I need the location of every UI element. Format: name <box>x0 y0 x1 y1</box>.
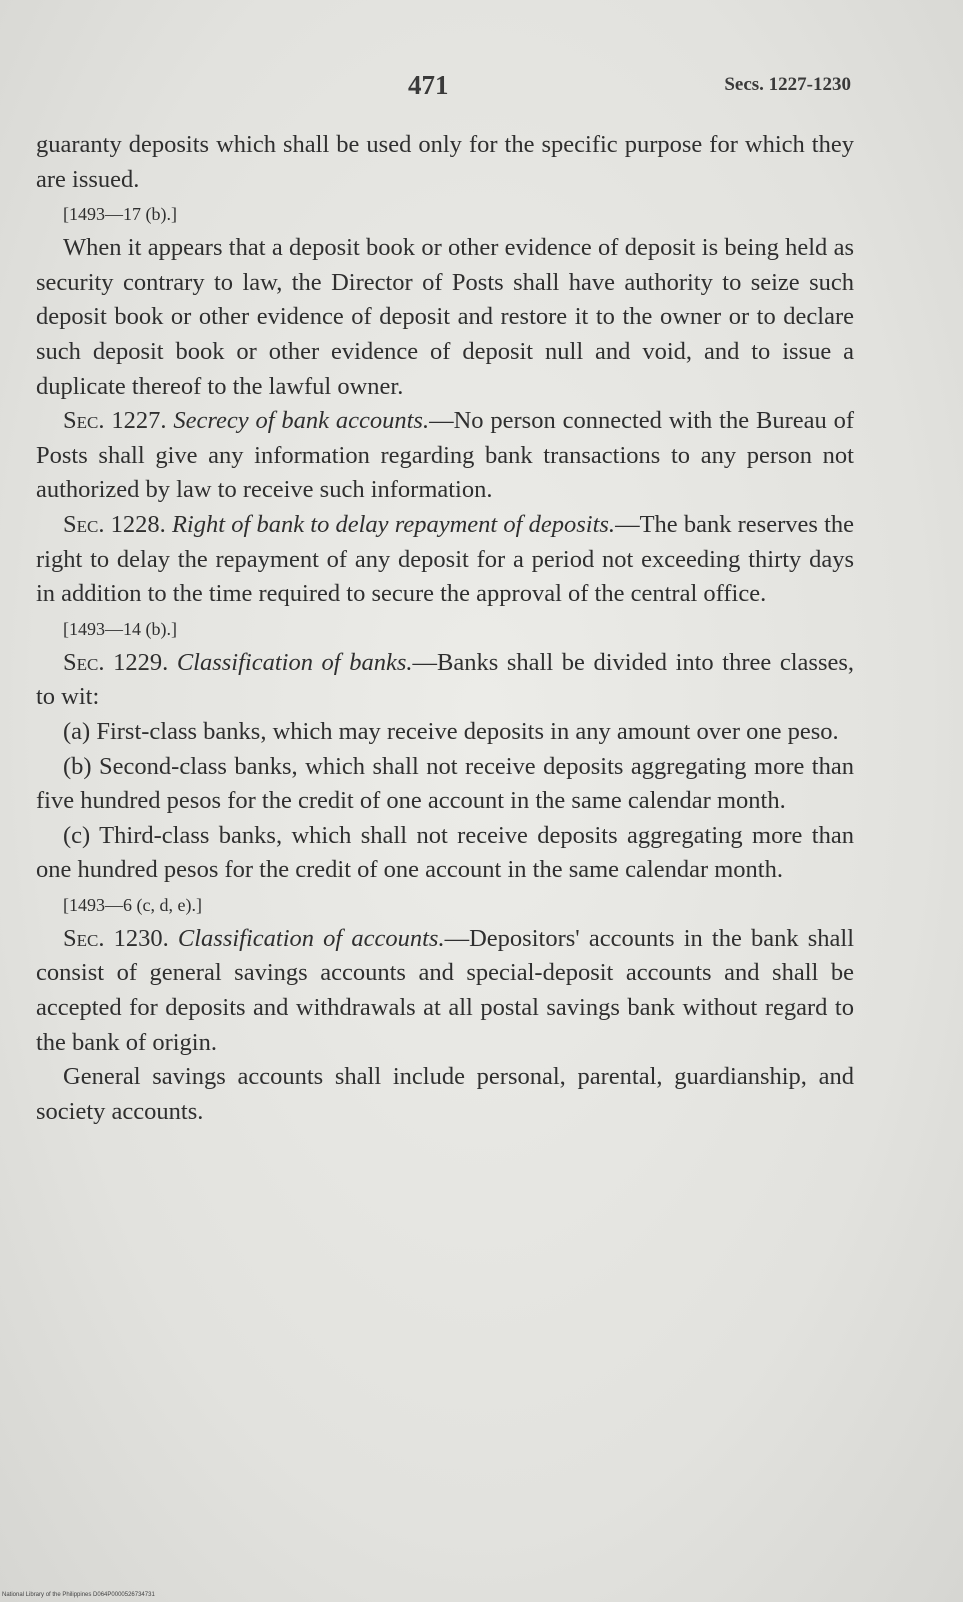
section-text: —No person connected with the Bureau of Posts shall give any information regarding bank transactions to any person not authorized by law to receive such information. <box>36 407 854 504</box>
section-text: —The bank reserves the right to delay the repayment of any deposit for a period not exceeding thirty days in addition to the time required to secure the approval of the central office. <box>36 510 854 608</box>
section-title: Classification of banks. <box>176 648 413 676</box>
scan-credit: National Library of the Philippines D064P0000526734731 <box>2 1592 155 1598</box>
section-title: Classification of accounts. <box>177 924 445 952</box>
section-label: Sec. 1230. <box>63 924 169 952</box>
section-label: Sec. 1227. <box>63 407 167 435</box>
section-text: —Banks shall be divided into three classes, to wit: <box>36 648 855 711</box>
clause-text: First-class banks, which may receive deposits in any amount over one peso. <box>90 717 839 745</box>
section-label: Sec. 1229. <box>63 648 169 676</box>
citation: [1493—17 (b).] <box>63 204 177 225</box>
clause-c <box>36 819 854 888</box>
section-label: Sec. 1228. <box>63 510 166 538</box>
paragraph-seizure: When it appears that a deposit book or other evidence of deposit is being held as security contrary to law, the Director of Posts shall have authority to seize such deposit book or other evidence of deposit and restore it to the owner or to declare such deposit book or other evidence of deposit null and void, and to issue a duplicate thereof to the lawful owner. <box>36 234 854 400</box>
section-1228 <box>36 508 854 612</box>
citation: [1493—14 (b).] <box>63 618 177 639</box>
clause-marker: (b) <box>63 752 92 780</box>
clause-text: Second-class banks, which shall not receive deposits aggregating more than five hundred pesos for the credit of one account in the same calendar month. <box>36 752 854 815</box>
paragraph-continuation: guaranty deposits which shall be used only for the specific purpose for which they are issued. <box>36 131 854 193</box>
clause-marker: (a) <box>63 717 91 745</box>
page-body <box>36 128 854 1129</box>
section-1227 <box>36 404 854 508</box>
citation: [1493—6 (c, d, e).] <box>63 894 202 915</box>
clause-a <box>36 715 854 750</box>
paragraph-general-savings: General savings accounts shall include personal, parental, guardianship, and society accounts. <box>36 1063 854 1125</box>
clause-text: Third-class banks, which shall not receive deposits aggregating more than one hundred pesos for the credit of one account in the same calendar month. <box>36 821 854 884</box>
section-title: Secrecy of bank accounts. <box>173 407 430 435</box>
page-header <box>36 70 851 110</box>
section-1230 <box>36 922 854 1060</box>
section-text: —Depositors' accounts in the bank shall consist of general savings accounts and special-deposit accounts and shall be accepted for deposits and withdrawals at all postal savings bank without regard to the bank of origin. <box>36 924 855 1056</box>
section-1229 <box>36 646 854 715</box>
section-range: Secs. 1227-1230 <box>724 74 851 95</box>
page-number: 471 <box>408 70 449 100</box>
clause-b <box>36 750 854 819</box>
section-title: Right of bank to delay repayment of deposits. <box>171 510 616 538</box>
clause-marker: (c) <box>63 821 91 849</box>
